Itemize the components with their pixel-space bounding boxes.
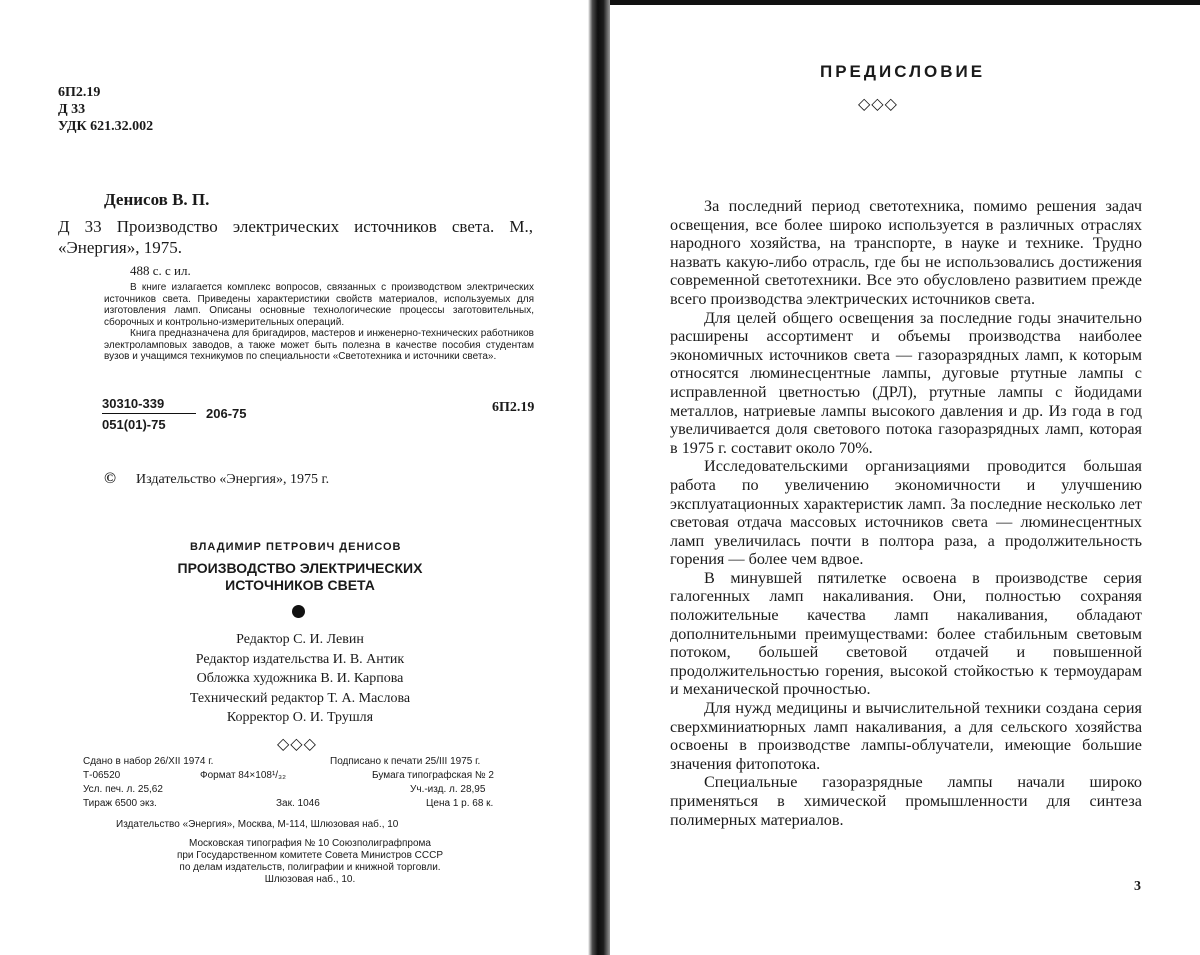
copyright-text: Издательство «Энергия», 1975 г.	[135, 472, 330, 487]
book-spine	[588, 0, 610, 955]
tech-publisher-sheets: Уч.-изд. л. 28,95	[410, 784, 486, 795]
tech-price: Цена 1 р. 68 к.	[426, 798, 494, 809]
credit-line: Обложка художника В. И. Карпова	[196, 671, 404, 686]
annotation-paragraph: Книга предназначена для бригадиров, мастеров и инженерно-технических работников электроламповых заводов, а также может быть полезна в качестве пособия студентам вузов и учащимся техникумов по специальности «Светотехника и источники света».	[104, 328, 534, 362]
class-code: 6П2.19	[492, 400, 535, 415]
preface-body	[670, 197, 1142, 829]
printer-info	[110, 838, 510, 886]
fraction-numerator: 30310-339	[102, 396, 196, 414]
annotation-paragraph: В книге излагается комплекс вопросов, связанных с производством электрических источников света. Приведены характеристики свойств материалов, используемых для изготовления ламп. Описаны основные технологические процессы заготовительных, сборочных и контрольно-измерительных операций.	[104, 282, 534, 328]
author-heading: Денисов В. П.	[104, 190, 210, 209]
udc-code: УДК 621.32.002	[58, 119, 154, 134]
copyright-line	[104, 470, 329, 488]
pages-info: 488 с. с ил.	[130, 263, 191, 278]
book-title-line: ПРОИЗВОДСТВО ЭЛЕКТРИЧЕСКИХ	[177, 560, 423, 576]
printer-line: при Государственном комитете Совета Министров СССР	[176, 850, 444, 861]
bullet-dot-icon	[292, 605, 305, 618]
tech-order-code: Т-06520	[83, 770, 121, 781]
preface-paragraph: Исследовательскими организациями проводится большая работа по увеличению экономичности и улучшению эксплуатационных характеристик ламп. За последние несколько лет световая отдача массовых источников света — люминесцентных ламп увеличилась почти в полтора раза, а продолжительность горения — более чем вдвое.	[670, 457, 1142, 569]
author-mark: Д 33	[58, 102, 86, 117]
annotation	[104, 282, 534, 363]
preface-paragraph: Для целей общего освещения за последние годы значительно расширены ассортимент и объемы производства наиболее экономичных источников света — газоразрядных ламп, к которым относятся люминесцентные лампы, дуговые ртутные лампы с исправленной цветностью (ДРЛ), ртутные лампы с йодидами металлов, натриевые лампы высокого давления и др. Из года в год увеличивается доля светового потока газоразрядных ламп, которая в 1975 г. составит около 70%.	[670, 308, 1142, 457]
page-number: 3	[1134, 879, 1141, 894]
bbk-code: 6П2.19	[58, 85, 101, 100]
tech-signed-date: Подписано к печати 25/III 1975 г.	[330, 756, 481, 767]
preface-paragraph: Специальные газоразрядные лампы начали широко применяться в химической промышленности для синтеза полимерных материалов.	[670, 773, 1142, 829]
preface-paragraph: За последний период светотехника, помимо решения задач освещения, все более широко используется в различных отраслях народного хозяйства, на транспорте, в науке и технике. Трудно назвать какую-либо отрасль, где бы не использовались достижения современной светотехники. Все это обусловлено развитием прежде всего производства электрических источников света.	[670, 197, 1142, 308]
tech-format: Формат 84×108¹/₃₂	[200, 770, 287, 781]
credit-line: Технический редактор Т. А. Маслова	[189, 690, 411, 706]
publisher-address: Издательство «Энергия», Москва, М-114, Шлюзовая наб., 10	[116, 819, 399, 830]
tech-print-run: Тираж 6500 экз.	[83, 798, 157, 809]
book-title	[150, 560, 450, 594]
right-page	[610, 0, 1200, 955]
copyright-icon: ©	[104, 470, 116, 487]
classification-codes	[58, 84, 153, 135]
printer-line: по делам издательств, полиграфии и книжной торговли.	[179, 862, 441, 873]
credit-line: Корректор О. И. Трушля	[226, 710, 374, 725]
credit-line: Редактор издательства И. В. Антик	[195, 651, 405, 667]
credits-list	[150, 630, 450, 728]
preface-heading: ПРЕДИСЛОВИЕ	[820, 62, 986, 81]
tech-typeset-date: Сдано в набор 26/XII 1974 г.	[83, 756, 214, 767]
tech-paper: Бумага типографская № 2	[372, 770, 494, 781]
printer-line: Шлюзовая наб., 10.	[264, 874, 356, 885]
left-page	[0, 0, 590, 955]
preface-paragraph: В минувшей пятилетке освоена в производстве серия галогенных ламп накаливания. Они, полностью сохраняя положительные качества ламп накаливания, обладают дополнительными преимуществами: более стабильным световым потоком, большей световой отдачей и повышенной продолжительностью горения, высокой стойкостью к термоударам и механической прочностью.	[670, 568, 1142, 699]
tech-print-sheets: Усл. печ. л. 25,62	[83, 784, 163, 795]
ornament-icon: ◇◇◇	[858, 96, 898, 113]
ornament-icon: ◇◇◇	[277, 736, 317, 753]
printer-line: Московская типография № 10 Союзполиграфпрома	[189, 838, 431, 849]
fraction-side-code: 206-75	[206, 406, 247, 421]
preface-paragraph: Для нужд медицины и вычислительной техники создана серия сверхминиатюрных ламп накаливания, а для сельского хозяйства освоены в производстве лампы-облучатели, имеющие большие значения фитопотока.	[670, 699, 1142, 773]
catalog-entry: Д 33 Производство электрических источников света. М., «Энергия», 1975.	[58, 217, 533, 257]
fraction-denominator: 051(01)-75	[102, 417, 166, 432]
book-title-line: ИСТОЧНИКОВ СВЕТА	[225, 577, 375, 593]
credit-line: Редактор С. И. Левин	[236, 632, 364, 647]
tech-order-number: Зак. 1046	[276, 798, 320, 809]
catalog-fraction	[102, 396, 196, 432]
book-author: ВЛАДИМИР ПЕТРОВИЧ ДЕНИСОВ	[190, 541, 402, 553]
